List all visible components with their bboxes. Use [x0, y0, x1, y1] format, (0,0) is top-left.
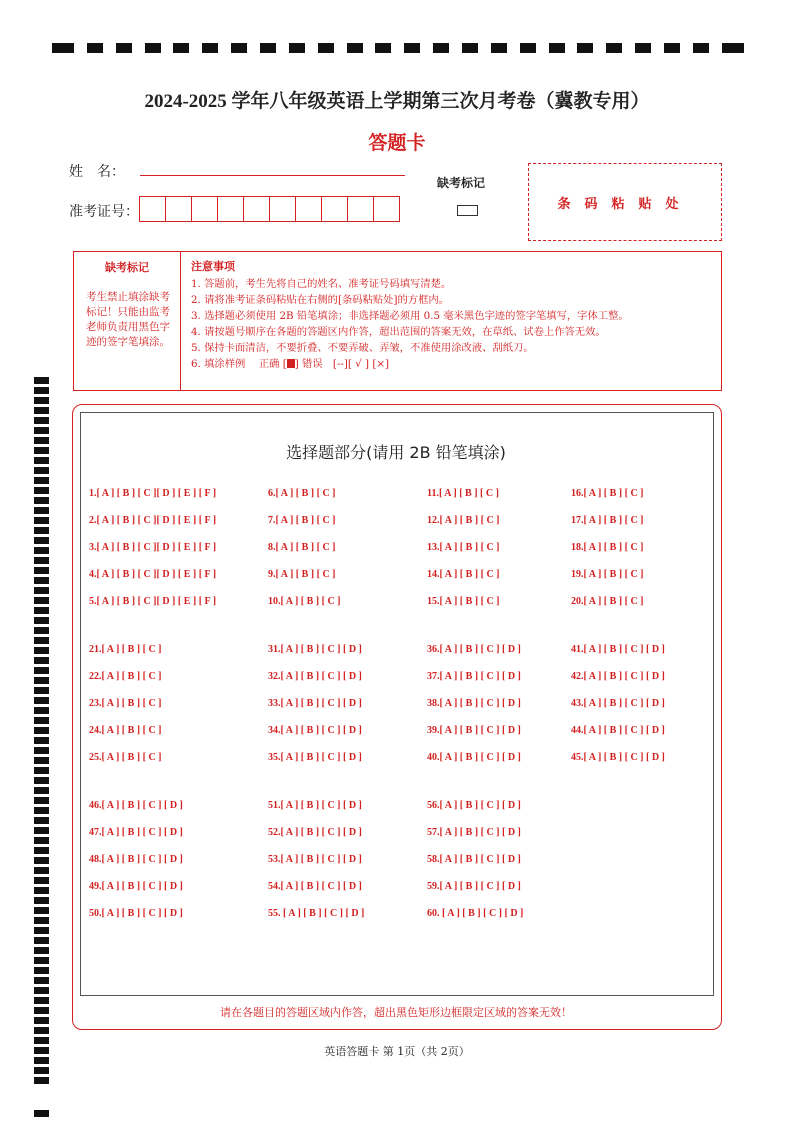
alignment-mark	[34, 897, 49, 904]
question-options[interactable]: 22.[ A ] [ B ] [ C ]	[89, 671, 162, 682]
question-options[interactable]: 1.[ A ] [ B ] [ C ][ D ] [ E ] [ F ]	[89, 488, 217, 499]
question-options[interactable]: 32.[ A ] [ B ] [ C ] [ D ]	[268, 671, 362, 682]
alignment-mark	[202, 43, 218, 53]
alignment-mark	[34, 907, 49, 914]
alignment-mark	[231, 43, 247, 53]
alignment-mark	[34, 677, 49, 684]
instruction-item: 4. 请按题号顺序在各题的答题区内作答，超出范围的答案无效，在草纸、试卷上作答无效。	[191, 326, 606, 338]
alignment-mark	[34, 407, 49, 414]
alignment-mark	[34, 997, 49, 1004]
alignment-mark	[34, 527, 49, 534]
alignment-mark	[34, 1017, 49, 1024]
instructions	[191, 259, 629, 372]
question-options[interactable]: 39.[ A ] [ B ] [ C ] [ D ]	[427, 725, 521, 736]
alignment-mark	[34, 697, 49, 704]
instruction-item: 3. 选择题必须使用 2B 铅笔填涂；非选择题必须用 0.5 毫米黑色字迹的签字笔填写，字体工整。	[191, 310, 629, 322]
alignment-mark	[34, 637, 49, 644]
question-options[interactable]: 56.[ A ] [ B ] [ C ] [ D ]	[427, 800, 521, 811]
alignment-mark	[34, 467, 49, 474]
alignment-mark	[34, 457, 49, 464]
alignment-mark	[87, 43, 103, 53]
alignment-mark	[34, 377, 49, 384]
question-options[interactable]: 33.[ A ] [ B ] [ C ] [ D ]	[268, 698, 362, 709]
question-options[interactable]: 36.[ A ] [ B ] [ C ] [ D ]	[427, 644, 521, 655]
filled-bubble-icon	[287, 359, 295, 368]
alignment-mark	[34, 727, 49, 734]
alignment-mark	[462, 43, 478, 53]
alignment-mark	[34, 497, 49, 504]
alignment-mark	[289, 43, 305, 53]
question-options[interactable]: 53.[ A ] [ B ] [ C ] [ D ]	[268, 854, 362, 865]
alignment-mark	[34, 517, 49, 524]
alignment-mark	[433, 43, 449, 53]
alignment-mark	[34, 707, 49, 714]
alignment-mark	[34, 657, 49, 664]
answer-sheet-title: 答题卡	[368, 132, 426, 154]
instruction-item: 5. 保持卡面清洁，不要折叠、不要弄破、弄皱，不准使用涂改液、刮纸刀。	[191, 342, 534, 354]
alignment-mark	[34, 847, 49, 854]
alignment-mark	[173, 43, 189, 53]
alignment-mark	[34, 917, 49, 924]
question-options[interactable]: 17.[ A ] [ B ] [ C ]	[571, 515, 644, 526]
alignment-mark	[34, 417, 49, 424]
alignment-mark	[375, 43, 391, 53]
alignment-marks-top	[52, 43, 744, 55]
question-options[interactable]: 51.[ A ] [ B ] [ C ] [ D ]	[268, 800, 362, 811]
question-options[interactable]: 21.[ A ] [ B ] [ C ]	[89, 644, 162, 655]
alignment-mark	[34, 937, 49, 944]
alignment-mark	[34, 887, 49, 894]
alignment-mark	[34, 737, 49, 744]
alignment-mark	[491, 43, 507, 53]
alignment-mark	[116, 43, 132, 53]
question-options[interactable]: 37.[ A ] [ B ] [ C ] [ D ]	[427, 671, 521, 682]
instruction-item: 1. 答题前，考生先将自己的姓名、准考证号码填写清楚。	[191, 278, 452, 290]
alignment-mark	[34, 857, 49, 864]
absent-notice-text: 考生禁止填涂缺考标记！只能由监考老师负责用黑色字迹的签字笔填涂。	[86, 291, 170, 348]
question-options[interactable]: 9.[ A ] [ B ] [ C ]	[268, 569, 336, 580]
alignment-mark	[404, 43, 420, 53]
question-options[interactable]: 14.[ A ] [ B ] [ C ]	[427, 569, 500, 580]
alignment-mark	[635, 43, 651, 53]
question-options[interactable]: 38.[ A ] [ B ] [ C ] [ D ]	[427, 698, 521, 709]
question-options[interactable]: 4.[ A ] [ B ] [ C ][ D ] [ E ] [ F ]	[89, 569, 217, 580]
question-options[interactable]: 34.[ A ] [ B ] [ C ] [ D ]	[268, 725, 362, 736]
alignment-mark	[34, 667, 49, 674]
alignment-mark	[34, 1027, 49, 1034]
name-label: 姓 名：	[69, 164, 125, 180]
alignment-mark	[34, 977, 49, 984]
question-options[interactable]: 41.[ A ] [ B ] [ C ] [ D ]	[571, 644, 665, 655]
question-options[interactable]: 43.[ A ] [ B ] [ C ] [ D ]	[571, 698, 665, 709]
alignment-mark	[34, 747, 49, 754]
alignment-mark	[34, 387, 49, 394]
question-options[interactable]: 24.[ A ] [ B ] [ C ]	[89, 725, 162, 736]
question-options[interactable]: 44.[ A ] [ B ] [ C ] [ D ]	[571, 725, 665, 736]
alignment-mark	[34, 1007, 49, 1014]
question-options[interactable]: 52.[ A ] [ B ] [ C ] [ D ]	[268, 827, 362, 838]
alignment-mark	[34, 957, 49, 964]
alignment-mark	[34, 427, 49, 434]
alignment-mark	[520, 43, 536, 53]
absent-mark-box[interactable]	[457, 205, 478, 216]
question-options[interactable]: 20.[ A ] [ B ] [ C ]	[571, 596, 644, 607]
question-options[interactable]: 18.[ A ] [ B ] [ C ]	[571, 542, 644, 553]
alignment-mark	[34, 507, 49, 514]
question-options[interactable]: 6.[ A ] [ B ] [ C ]	[268, 488, 336, 499]
absent-notice-title: 缺考标记	[105, 261, 149, 274]
question-options[interactable]: 54.[ A ] [ B ] [ C ] [ D ]	[268, 881, 362, 892]
alignment-mark	[34, 397, 49, 404]
alignment-mark	[606, 43, 622, 53]
alignment-mark	[34, 787, 49, 794]
alignment-mark	[693, 43, 709, 53]
alignment-mark	[34, 867, 49, 874]
notice-panel	[73, 251, 722, 391]
question-options[interactable]: 35.[ A ] [ B ] [ C ] [ D ]	[268, 752, 362, 763]
alignment-mark	[34, 927, 49, 934]
alignment-mark	[34, 797, 49, 804]
question-options[interactable]: 45.[ A ] [ B ] [ C ] [ D ]	[571, 752, 665, 763]
alignment-mark	[260, 43, 276, 53]
alignment-mark	[347, 43, 363, 53]
exam-id-boxes[interactable]	[139, 196, 399, 222]
alignment-mark	[34, 547, 49, 554]
question-options[interactable]: 55. [ A ] [ B ] [ C ] [ D ]	[268, 908, 365, 919]
alignment-mark	[34, 577, 49, 584]
question-options[interactable]: 3.[ A ] [ B ] [ C ][ D ] [ E ] [ F ]	[89, 542, 217, 553]
alignment-mark	[34, 967, 49, 974]
section-title: 选择题部分(请用 2B 铅笔填涂)	[286, 443, 506, 462]
alignment-mark	[34, 487, 49, 494]
question-options[interactable]: 16.[ A ] [ B ] [ C ]	[571, 488, 644, 499]
alignment-mark	[34, 687, 49, 694]
question-options[interactable]: 8.[ A ] [ B ] [ C ]	[268, 542, 336, 553]
question-options[interactable]: 42.[ A ] [ B ] [ C ] [ D ]	[571, 671, 665, 682]
alignment-mark	[34, 647, 49, 654]
question-options[interactable]: 48.[ A ] [ B ] [ C ] [ D ]	[89, 854, 183, 865]
alignment-mark	[34, 627, 49, 634]
alignment-mark	[34, 447, 49, 454]
question-options[interactable]: 7.[ A ] [ B ] [ C ]	[268, 515, 336, 526]
absent-mark-label: 缺考标记	[437, 176, 486, 190]
question-options[interactable]: 5.[ A ] [ B ] [ C ][ D ] [ E ] [ F ]	[89, 596, 217, 607]
alignment-mark	[34, 777, 49, 784]
question-options[interactable]: 10.[ A ] [ B ] [ C ]	[268, 596, 341, 607]
question-options[interactable]: 11.[ A ] [ B ] [ C ]	[427, 488, 499, 499]
alignment-mark	[34, 717, 49, 724]
question-options[interactable]: 49.[ A ] [ B ] [ C ] [ D ]	[89, 881, 183, 892]
alignment-mark	[664, 43, 680, 53]
alignment-mark	[34, 567, 49, 574]
fill-sample-prefix: 6. 填涂样例 正确	[191, 358, 280, 370]
question-options[interactable]: 31.[ A ] [ B ] [ C ] [ D ]	[268, 644, 362, 655]
alignment-mark	[34, 1110, 49, 1117]
question-options[interactable]: 19.[ A ] [ B ] [ C ]	[571, 569, 644, 580]
instructions-title: 注意事项	[191, 260, 235, 273]
fill-sample: 6. 填涂样例 正确 [ ] 错误 [--][ √ ] [×]	[191, 358, 390, 370]
alignment-mark	[549, 43, 565, 53]
alignment-mark	[34, 1077, 49, 1084]
alignment-mark	[34, 757, 49, 764]
alignment-mark	[34, 827, 49, 834]
alignment-mark	[34, 767, 49, 774]
alignment-mark	[34, 617, 49, 624]
alignment-mark	[722, 43, 744, 53]
alignment-mark	[34, 817, 49, 824]
absent-notice	[74, 252, 181, 390]
barcode-area: 条码粘贴处	[528, 163, 722, 241]
alignment-mark	[34, 477, 49, 484]
alignment-mark	[145, 43, 161, 53]
footer-warning: 请在各题目的答题区域内作答，超出黑色矩形边框限定区域的答案无效！	[220, 1006, 572, 1019]
alignment-mark	[34, 607, 49, 614]
question-options[interactable]: 58.[ A ] [ B ] [ C ] [ D ]	[427, 854, 521, 865]
alignment-mark	[52, 43, 74, 53]
question-options[interactable]: 40.[ A ] [ B ] [ C ] [ D ]	[427, 752, 521, 763]
alignment-mark	[34, 557, 49, 564]
alignment-mark	[34, 537, 49, 544]
question-options[interactable]: 60. [ A ] [ B ] [ C ] [ D ]	[427, 908, 524, 919]
alignment-mark	[34, 587, 49, 594]
page-number: 英语答题卡 第 1页（共 2页）	[324, 1045, 470, 1058]
alignment-mark	[34, 947, 49, 954]
question-options[interactable]: 50.[ A ] [ B ] [ C ] [ D ]	[89, 908, 183, 919]
alignment-mark	[577, 43, 593, 53]
question-options[interactable]: 59.[ A ] [ B ] [ C ] [ D ]	[427, 881, 521, 892]
question-options[interactable]: 25.[ A ] [ B ] [ C ]	[89, 752, 162, 763]
instruction-item: 2. 请将准考证条码粘贴在右侧的[条码粘贴处]的方框内。	[191, 294, 449, 306]
alignment-mark	[34, 877, 49, 884]
question-options[interactable]: 23.[ A ] [ B ] [ C ]	[89, 698, 162, 709]
question-options[interactable]: 15.[ A ] [ B ] [ C ]	[427, 596, 500, 607]
alignment-mark	[34, 1067, 49, 1074]
question-options[interactable]: 47.[ A ] [ B ] [ C ] [ D ]	[89, 827, 183, 838]
question-options[interactable]: 12.[ A ] [ B ] [ C ]	[427, 515, 500, 526]
alignment-mark	[34, 807, 49, 814]
question-options[interactable]: 46.[ A ] [ B ] [ C ] [ D ]	[89, 800, 183, 811]
exam-title: 2024-2025 学年八年级英语上学期第三次月考卷（冀教专用）	[144, 91, 650, 112]
question-options[interactable]: 57.[ A ] [ B ] [ C ] [ D ]	[427, 827, 521, 838]
question-options[interactable]: 2.[ A ] [ B ] [ C ][ D ] [ E ] [ F ]	[89, 515, 217, 526]
name-field[interactable]	[140, 175, 405, 176]
alignment-mark	[34, 597, 49, 604]
alignment-mark	[34, 987, 49, 994]
alignment-mark	[318, 43, 334, 53]
alignment-mark	[34, 437, 49, 444]
question-options[interactable]: 13.[ A ] [ B ] [ C ]	[427, 542, 500, 553]
alignment-marks-left	[34, 377, 50, 1117]
fill-sample-wrong: 错误 [--][ √ ] [×]	[302, 358, 390, 370]
exam-id-label: 准考证号：	[69, 204, 139, 220]
alignment-mark	[34, 837, 49, 844]
